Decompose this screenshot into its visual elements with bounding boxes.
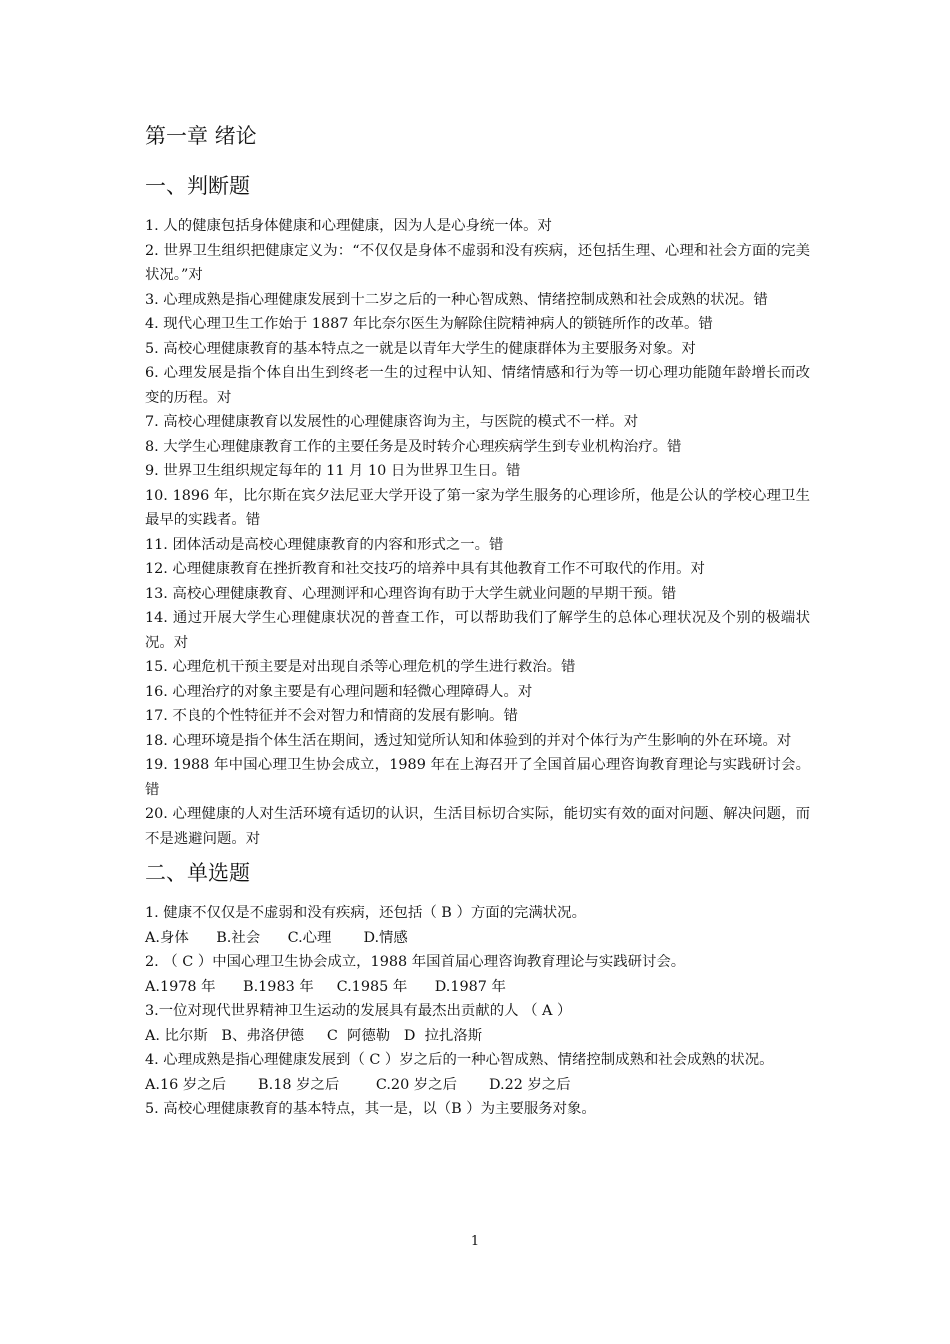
list-item: 5. 高校心理健康教育的基本特点之一就是以青年大学生的健康群体为主要服务对象。对 (145, 340, 696, 357)
true-false-list (145, 214, 810, 851)
question-options: A. 比尔斯 B、弗洛伊德 C 阿德勒 D 拉扎洛斯 (145, 1027, 483, 1044)
section-title-true-false: 一、判断题 (145, 174, 250, 198)
list-item: 6. 心理发展是指个体自出生到终老一生的过程中认知、情绪情感和行为等一切心理功能随年龄增长而改变的历程。对 (145, 365, 810, 406)
section-title-single-choice: 二、单选题 (145, 861, 250, 885)
question-text: 2. （ C ）中国心理卫生协会成立，1988 年国首届心理咨询教育理论与实践研讨会。 (145, 954, 686, 970)
list-item: 17. 不良的个性特征并不会对智力和情商的发展有影响。错 (145, 708, 518, 724)
question-text: 4. 心理成熟是指心理健康发展到（ C ）岁之后的一种心智成熟、情绪控制成熟和社会成熟的状况。 (145, 1052, 774, 1068)
question-options: A.身体 B.社会 C.心理 D.情感 (145, 929, 408, 946)
single-choice-list (145, 901, 810, 1122)
document-page (145, 118, 810, 1122)
list-item: 18. 心理环境是指个体生活在期间，透过知觉所认知和体验到的并对个体行为产生影响的外在环境。对 (145, 732, 792, 749)
list-item: 7. 高校心理健康教育以发展性的心理健康咨询为主，与医院的模式不一样。对 (145, 414, 639, 430)
list-item: 9. 世界卫生组织规定每年的 11 月 10 日为世界卫生日。错 (145, 463, 521, 479)
list-item: 12. 心理健康教育在挫折教育和社交技巧的培养中具有其他教育工作不可取代的作用。对 (145, 561, 705, 577)
list-item: 15. 心理危机干预主要是对出现自杀等心理危机的学生进行救治。错 (145, 659, 576, 675)
list-item: 2. 世界卫生组织把健康定义为：“不仅仅是身体不虚弱和没有疾病，还包括生理、心理和社会方面的完美状况。”对 (145, 242, 810, 283)
question-text: 1. 健康不仅仅是不虚弱和没有疾病，还包括（ B ）方面的完满状况。 (145, 905, 586, 921)
question-options: A.1978 年 B.1983 年 C.1985 年 D.1987 年 (145, 978, 506, 995)
list-item: 10. 1896 年，比尔斯在宾夕法尼亚大学开设了第一家为学生服务的心理诊所，他是公认的学校心理卫生最早的实践者。错 (145, 487, 810, 528)
list-item: 4. 现代心理卫生工作始于 1887 年比奈尔医生为解除住院精神病人的锁链所作的改革。错 (145, 316, 713, 332)
page-number: 1 (470, 1234, 480, 1249)
list-item: 3. 心理成熟是指心理健康发展到十二岁之后的一种心智成熟、情绪控制成熟和社会成熟的状况。错 (145, 291, 768, 308)
chapter-title: 第一章 绪论 (145, 124, 257, 148)
list-item: 14. 通过开展大学生心理健康状况的普查工作，可以帮助我们了解学生的总体心理状况及个别的极端状况。对 (145, 610, 810, 651)
question-text: 3.一位对现代世界精神卫生运动的发展具有最杰出贡献的人 （ A ） (145, 1003, 572, 1019)
list-item: 16. 心理治疗的对象主要是有心理问题和轻微心理障碍人。对 (145, 683, 533, 700)
list-item: 20. 心理健康的人对生活环境有适切的认识，生活目标切合实际，能切实有效的面对问题、解决问题，而不是逃避问题。对 (145, 806, 810, 847)
list-item: 11. 团体活动是高校心理健康教育的内容和形式之一。错 (145, 536, 504, 553)
list-item: 8. 大学生心理健康教育工作的主要任务是及时转介心理疾病学生到专业机构治疗。错 (145, 438, 682, 455)
list-item: 13. 高校心理健康教育、心理测评和心理咨询有助于大学生就业问题的早期干预。错 (145, 585, 677, 602)
list-item: 1. 人的健康包括身体健康和心理健康，因为人是心身统一体。对 (145, 218, 552, 234)
question-text: 5. 高校心理健康教育的基本特点，其一是，以（B ）为主要服务对象。 (145, 1101, 596, 1117)
question-options: A.16 岁之后 B.18 岁之后 C.20 岁之后 D.22 岁之后 (145, 1076, 571, 1093)
list-item: 19. 1988 年中国心理卫生协会成立，1989 年在上海召开了全国首届心理咨询教育理论与实践研讨会。错 (145, 757, 810, 798)
